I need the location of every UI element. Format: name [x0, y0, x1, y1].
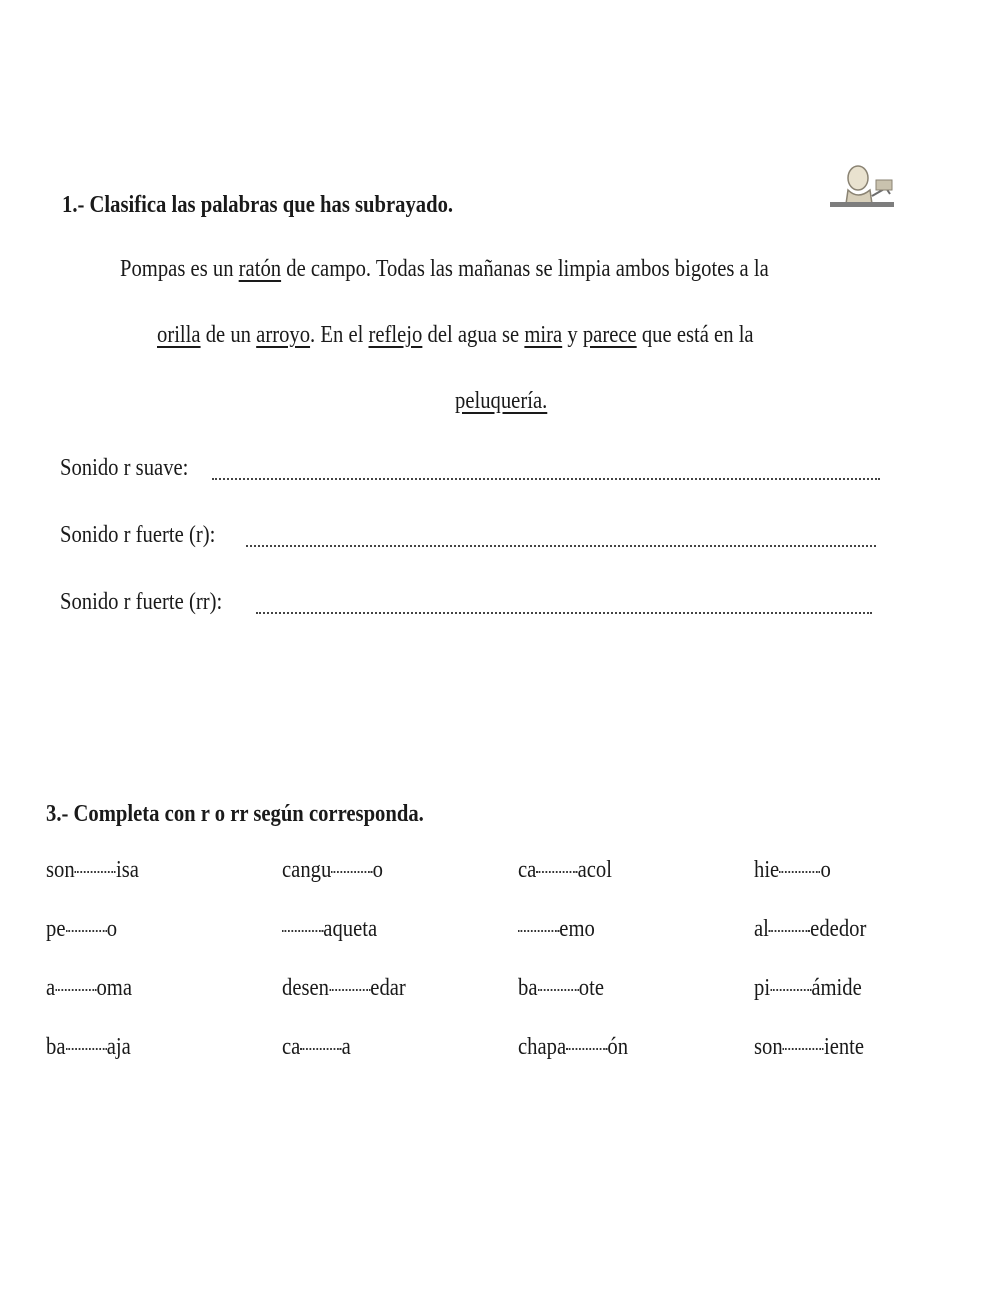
word-suffix: aja [106, 1034, 131, 1060]
word-suffix: aqueta [323, 916, 378, 942]
word-item [282, 975, 406, 1002]
word-prefix: ba [518, 975, 538, 1001]
field-label-soft-r: Sonido r suave: [60, 455, 189, 481]
word-prefix: cangu [282, 857, 332, 883]
word-prefix: son [754, 1034, 783, 1060]
word-prefix: chapa [518, 1034, 567, 1060]
field-label-strong-r: Sonido r fuerte (r): [60, 522, 216, 548]
blank-gap[interactable] [282, 930, 323, 932]
word-item [282, 1034, 351, 1061]
underlined-word: arroyo [256, 322, 311, 348]
word-item [518, 916, 595, 943]
word-suffix: edar [370, 975, 406, 1001]
underlined-word: peluquería. [455, 388, 548, 414]
word-suffix: ededor [810, 916, 867, 942]
answer-line-strong-rr[interactable] [256, 612, 872, 614]
paragraph-line-2 [157, 322, 754, 349]
blank-gap[interactable] [75, 871, 116, 873]
underlined-word: mira [524, 322, 563, 348]
blank-gap[interactable] [770, 989, 811, 991]
blank-gap[interactable] [536, 871, 577, 873]
underlined-word: reflejo [368, 322, 423, 348]
paragraph-text: y [562, 322, 583, 348]
word-item [518, 857, 612, 884]
word-suffix: emo [559, 916, 595, 942]
word-item [518, 975, 604, 1002]
word-suffix: iente [823, 1034, 865, 1060]
answer-line-strong-r[interactable] [246, 545, 876, 547]
blank-gap[interactable] [55, 989, 96, 991]
section1-heading: 1.- Clasifica las palabras que has subrayado. [62, 192, 454, 218]
paragraph-text: Pompas es un [120, 256, 239, 282]
blank-gap[interactable] [537, 989, 578, 991]
word-suffix: o [106, 916, 118, 942]
word-suffix: ón [607, 1034, 629, 1060]
word-suffix: o [372, 857, 383, 883]
paragraph-text: que está en la [636, 322, 754, 348]
word-prefix: ca [518, 857, 537, 883]
blank-gap[interactable] [769, 930, 810, 932]
word-item [754, 916, 866, 943]
word-suffix: ámide [811, 975, 862, 1001]
word-suffix: ote [578, 975, 604, 1001]
writing-figure-icon [828, 160, 902, 214]
field-label-strong-rr: Sonido r fuerte (rr): [60, 589, 223, 615]
word-suffix: o [820, 857, 831, 883]
underlined-word: orilla [157, 322, 201, 348]
word-item [46, 916, 117, 943]
blank-gap[interactable] [518, 930, 559, 932]
word-item [46, 857, 139, 884]
underlined-word: parece [582, 322, 637, 348]
underlined-word: ratón [238, 256, 282, 282]
word-prefix: a [46, 975, 56, 1001]
word-item [754, 1034, 864, 1061]
word-item [754, 857, 831, 884]
word-item [282, 916, 377, 943]
paragraph-text: . En el [310, 322, 369, 348]
word-item [282, 857, 383, 884]
blank-gap[interactable] [566, 1048, 607, 1050]
blank-gap[interactable] [65, 930, 106, 932]
paragraph-text: de un [200, 322, 257, 348]
paragraph-text: del agua se [422, 322, 525, 348]
blank-gap[interactable] [779, 871, 820, 873]
word-item [754, 975, 862, 1002]
blank-gap[interactable] [65, 1048, 106, 1050]
answer-line-soft-r[interactable] [212, 478, 880, 480]
blank-gap[interactable] [300, 1048, 341, 1050]
word-item [518, 1034, 628, 1061]
paragraph-text: de campo. Todas las mañanas se limpia ambos bigotes a la [281, 256, 769, 282]
paragraph-line-3 [455, 388, 547, 415]
word-prefix: pe [46, 916, 66, 942]
word-suffix: oma [96, 975, 132, 1001]
blank-gap[interactable] [331, 871, 372, 873]
word-prefix: son [46, 857, 75, 883]
section3-heading: 3.- Completa con r o rr según corresponda. [46, 801, 424, 827]
word-prefix: al [754, 916, 769, 942]
word-prefix: desen [282, 975, 330, 1001]
word-suffix: acol [577, 857, 612, 883]
word-prefix: hie [754, 857, 780, 883]
blank-gap[interactable] [329, 989, 370, 991]
word-suffix: isa [115, 857, 139, 883]
word-item [46, 1034, 131, 1061]
paragraph-line-1 [120, 256, 769, 283]
blank-gap[interactable] [783, 1048, 824, 1050]
word-suffix: a [341, 1034, 351, 1060]
word-prefix: pi [754, 975, 771, 1001]
word-prefix: ba [46, 1034, 66, 1060]
word-item [46, 975, 132, 1002]
word-prefix: ca [282, 1034, 301, 1060]
